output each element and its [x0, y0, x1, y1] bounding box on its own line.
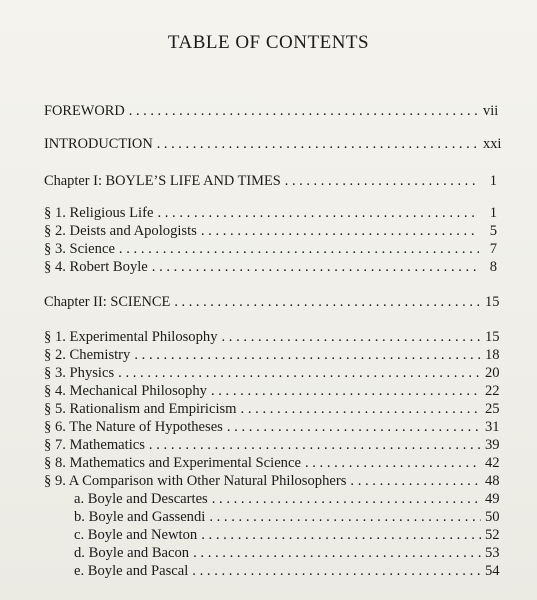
toc-entry-page: 8: [489, 259, 497, 275]
toc-entry-label: § 3. Physics: [44, 365, 115, 381]
dot-leader: [152, 258, 479, 276]
dot-leader: [157, 135, 479, 153]
toc-entry: [44, 258, 497, 276]
toc-entry-label: § 9. A Comparison with Other Natural Philosophers: [44, 473, 347, 489]
dot-leader: [192, 562, 481, 580]
dot-leader: [241, 400, 481, 418]
toc-entry: [44, 240, 497, 258]
toc-subentry: [74, 526, 499, 544]
dot-leader: [157, 204, 479, 222]
dot-leader: [285, 172, 479, 190]
toc-chapter-label: Chapter II: SCIENCE: [44, 294, 171, 310]
toc-entry-label: § 1. Experimental Philosophy: [44, 329, 218, 345]
toc-entry: [44, 364, 499, 382]
page-title: TABLE OF CONTENTS: [167, 32, 370, 53]
toc-entry-page: 54: [485, 563, 500, 579]
toc-entry-page: 53: [485, 545, 500, 561]
toc-entry-label: § 2. Chemistry: [44, 347, 131, 363]
toc-entry-label: FOREWORD: [44, 103, 125, 119]
toc-entry-page: 15: [485, 294, 500, 310]
dot-leader: [227, 418, 481, 436]
dot-leader: [174, 293, 481, 311]
toc-entry-page: 48: [485, 473, 500, 489]
toc-entry-page: 18: [485, 347, 500, 363]
toc-subentry: [74, 544, 499, 562]
toc-entry: [44, 382, 499, 400]
toc-entry-page: 49: [485, 491, 500, 507]
toc-entry-introduction: [44, 135, 502, 153]
toc-entry: [44, 400, 499, 418]
toc-subentry: [74, 562, 499, 580]
toc-entry-page: 25: [485, 401, 500, 417]
toc-entry-label: § 8. Mathematics and Experimental Science: [44, 455, 301, 471]
toc-entry: [44, 454, 499, 472]
dot-leader: [118, 364, 481, 382]
toc-entry-page: 50: [485, 509, 500, 525]
toc-chapter-2: [44, 293, 499, 311]
toc-entry-label: e. Boyle and Pascal: [74, 563, 189, 579]
toc-entry: [44, 346, 499, 364]
toc-entry-page: 20: [485, 365, 500, 381]
toc-chapter-1: [44, 172, 497, 190]
dot-leader: [201, 222, 479, 240]
toc-entry-label: § 2. Deists and Apologists: [44, 223, 197, 239]
toc-entry: [44, 436, 499, 454]
toc-entry-label: § 1. Religious Life: [44, 205, 154, 221]
dot-leader: [350, 472, 481, 490]
toc-entry-label: b. Boyle and Gassendi: [74, 509, 206, 525]
toc-entry-page: 31: [485, 419, 500, 435]
toc-entry-page: 39: [485, 437, 500, 453]
toc-entry-label: § 5. Rationalism and Empiricism: [44, 401, 237, 417]
toc-entry-page: 1: [489, 205, 497, 221]
toc-entry: [44, 204, 497, 222]
toc-entry-page: 1: [489, 173, 497, 189]
toc-entry-page: 5: [489, 223, 497, 239]
toc-entry-page: 22: [485, 383, 500, 399]
dot-leader: [129, 102, 479, 120]
toc-entry-page: xxi: [483, 136, 502, 152]
toc-entry-page: 15: [485, 329, 500, 345]
toc-entry-foreword: [44, 102, 497, 120]
dot-leader: [211, 382, 481, 400]
dot-leader: [209, 508, 481, 526]
toc-chapter-label: Chapter I: BOYLE’S LIFE AND TIMES: [44, 173, 281, 189]
dot-leader: [222, 328, 482, 346]
dot-leader: [119, 240, 479, 258]
toc-entry-page: vii: [483, 103, 499, 119]
toc-entry-label: § 6. The Nature of Hypotheses: [44, 419, 223, 435]
dot-leader: [212, 490, 481, 508]
toc-entry-page: 42: [485, 455, 500, 471]
toc-entry-label: § 4. Mechanical Philosophy: [44, 383, 207, 399]
toc-entry-label: § 3. Science: [44, 241, 115, 257]
dot-leader: [201, 526, 481, 544]
dot-leader: [193, 544, 481, 562]
toc-entry-label: INTRODUCTION: [44, 136, 153, 152]
toc-entry-label: § 7. Mathematics: [44, 437, 145, 453]
toc-entry: [44, 222, 497, 240]
toc-entry-label: a. Boyle and Descartes: [74, 491, 208, 507]
dot-leader: [134, 346, 481, 364]
toc-entry: [44, 418, 499, 436]
dot-leader: [305, 454, 481, 472]
toc-entry: [44, 328, 499, 346]
toc-entry-page: 7: [489, 241, 497, 257]
toc-entry-page: 52: [485, 527, 500, 543]
dot-leader: [149, 436, 481, 454]
toc-entry-label: § 4. Robert Boyle: [44, 259, 148, 275]
toc-entry-label: d. Boyle and Bacon: [74, 545, 190, 561]
toc-entry: [44, 472, 499, 490]
toc-subentry: [74, 508, 499, 526]
toc-subentry: [74, 490, 499, 508]
toc-entry-label: c. Boyle and Newton: [74, 527, 198, 543]
